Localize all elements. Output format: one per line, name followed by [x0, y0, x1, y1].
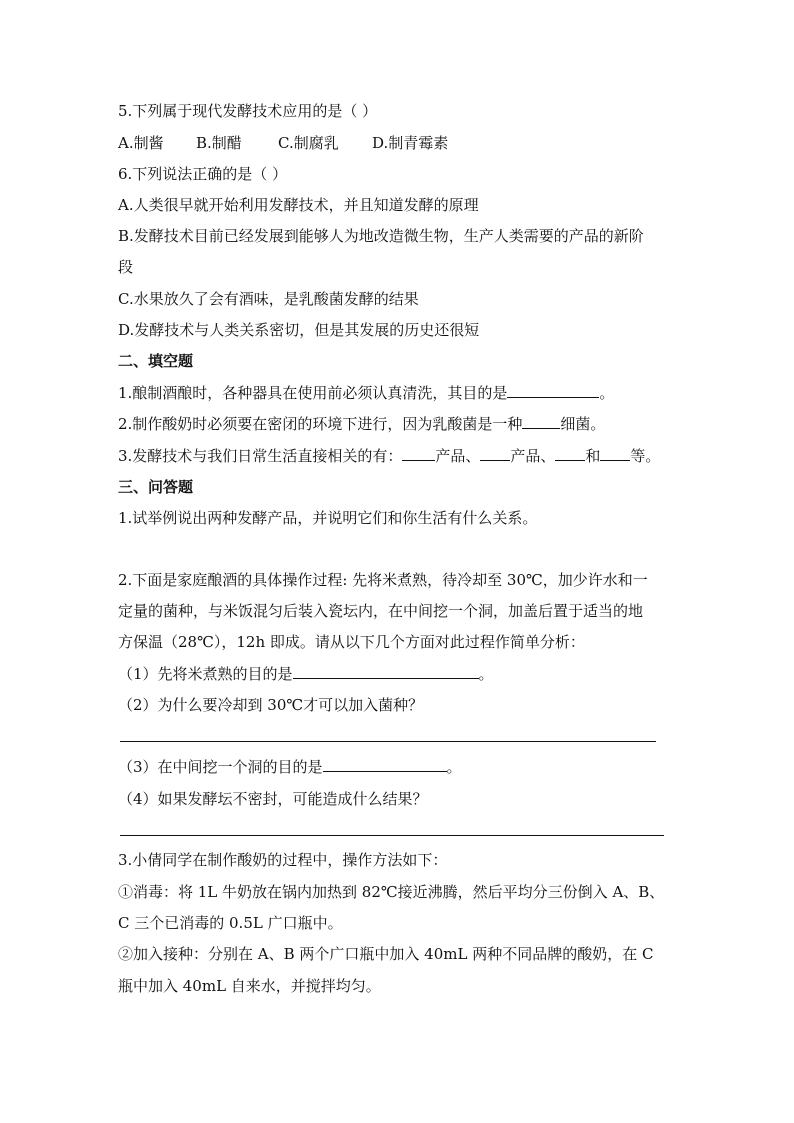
qa-question-2-line1: 2.下面是家庭酿酒的具体操作过程: 先将米煮熟，待冷却至 30℃，加少许水和一	[118, 571, 648, 589]
answer-blank[interactable]	[402, 446, 435, 461]
option-d: D.制青霉素	[372, 134, 449, 152]
answer-blank[interactable]	[600, 446, 630, 461]
option-c: C.制腐乳	[278, 134, 339, 152]
answer-blank[interactable]	[507, 383, 599, 398]
answer-line[interactable]	[120, 835, 664, 836]
option-a: A.制酱	[118, 134, 164, 152]
section-2-heading: 二、填空题	[118, 352, 194, 370]
answer-blank[interactable]	[522, 414, 560, 429]
answer-blank[interactable]	[293, 664, 479, 679]
qa-question-3-line2: ①消毒：将 1L 牛奶放在锅内加热到 82℃接近沸腾，然后平均分三份倒入 A、B、	[118, 883, 665, 901]
sub-question-4: （4）如果发酵坛不密封，可能造成什么结果？	[118, 790, 428, 808]
question-6-option-d: D.发酵技术与人类关系密切，但是其发展的历史还很短	[118, 321, 480, 339]
fill-question-3: 3.发酵技术与我们日常生活直接相关的有： 产品、 产品、 和 等。	[118, 447, 661, 465]
qa-question-3-line3: C 三个已消毒的 0.5L 广口瓶中。	[118, 914, 343, 932]
qa-question-2-line3: 方保温（28℃），12h 即成。请从以下几个方面对此过程作简单分析：	[118, 633, 585, 651]
sub-question-1: （1）先将米煮熟的目的是 。	[118, 665, 494, 683]
sub-question-2: （2）为什么要冷却到 30℃才可以加入菌种？	[118, 696, 424, 714]
question-6-option-c: C.水果放久了会有酒味，是乳酸菌发酵的结果	[118, 290, 419, 308]
answer-blank[interactable]	[323, 757, 447, 772]
question-6-option-a: A.人类很早就开始利用发酵技术，并且知道发酵的原理	[118, 196, 479, 214]
fill-question-1: 1.酿制酒酿时，各种器具在使用前必须认真清洗，其目的是 。	[118, 384, 615, 402]
qa-question-2-line2: 定量的菌种，与米饭混匀后装入瓷坛内，在中间挖一个洞，加盖后置于适当的地	[118, 602, 644, 620]
fill-question-2: 2.制作酸奶时必须要在密闭的环境下进行，因为乳酸菌是一种 细菌。	[118, 415, 606, 433]
answer-line[interactable]	[120, 741, 656, 742]
question-6-stem: 6.下列说法正确的是（ ）	[118, 165, 288, 183]
qa-question-1: 1.试举例说出两种发酵产品，并说明它们和你生活有什么关系。	[118, 509, 538, 527]
qa-question-3-line4: ②加入接种：分别在 A、B 两个广口瓶中加入 40mL 两种不同品牌的酸奶，在 C	[118, 945, 654, 963]
qa-question-3-line1: 3.小倩同学在制作酸奶的过程中，操作方法如下：	[118, 851, 448, 869]
qa-question-3-line5: 瓶中加入 40mL 自来水，并搅拌均匀。	[118, 977, 381, 995]
option-b: B.制醋	[196, 134, 242, 152]
answer-blank[interactable]	[480, 446, 510, 461]
question-6-option-b-line1: B.发酵技术目前已经发展到能够人为地改造微生物，生产人类需要的产品的新阶	[118, 227, 644, 245]
question-5-options	[118, 133, 448, 153]
question-6-option-b-line2: 段	[118, 258, 134, 276]
answer-blank[interactable]	[555, 446, 585, 461]
section-3-heading: 三、问答题	[118, 478, 194, 496]
question-5-stem: 5.下列属于现代发酵技术应用的是（ ）	[118, 102, 378, 120]
sub-question-3: （3）在中间挖一个洞的目的是 。	[118, 758, 462, 776]
